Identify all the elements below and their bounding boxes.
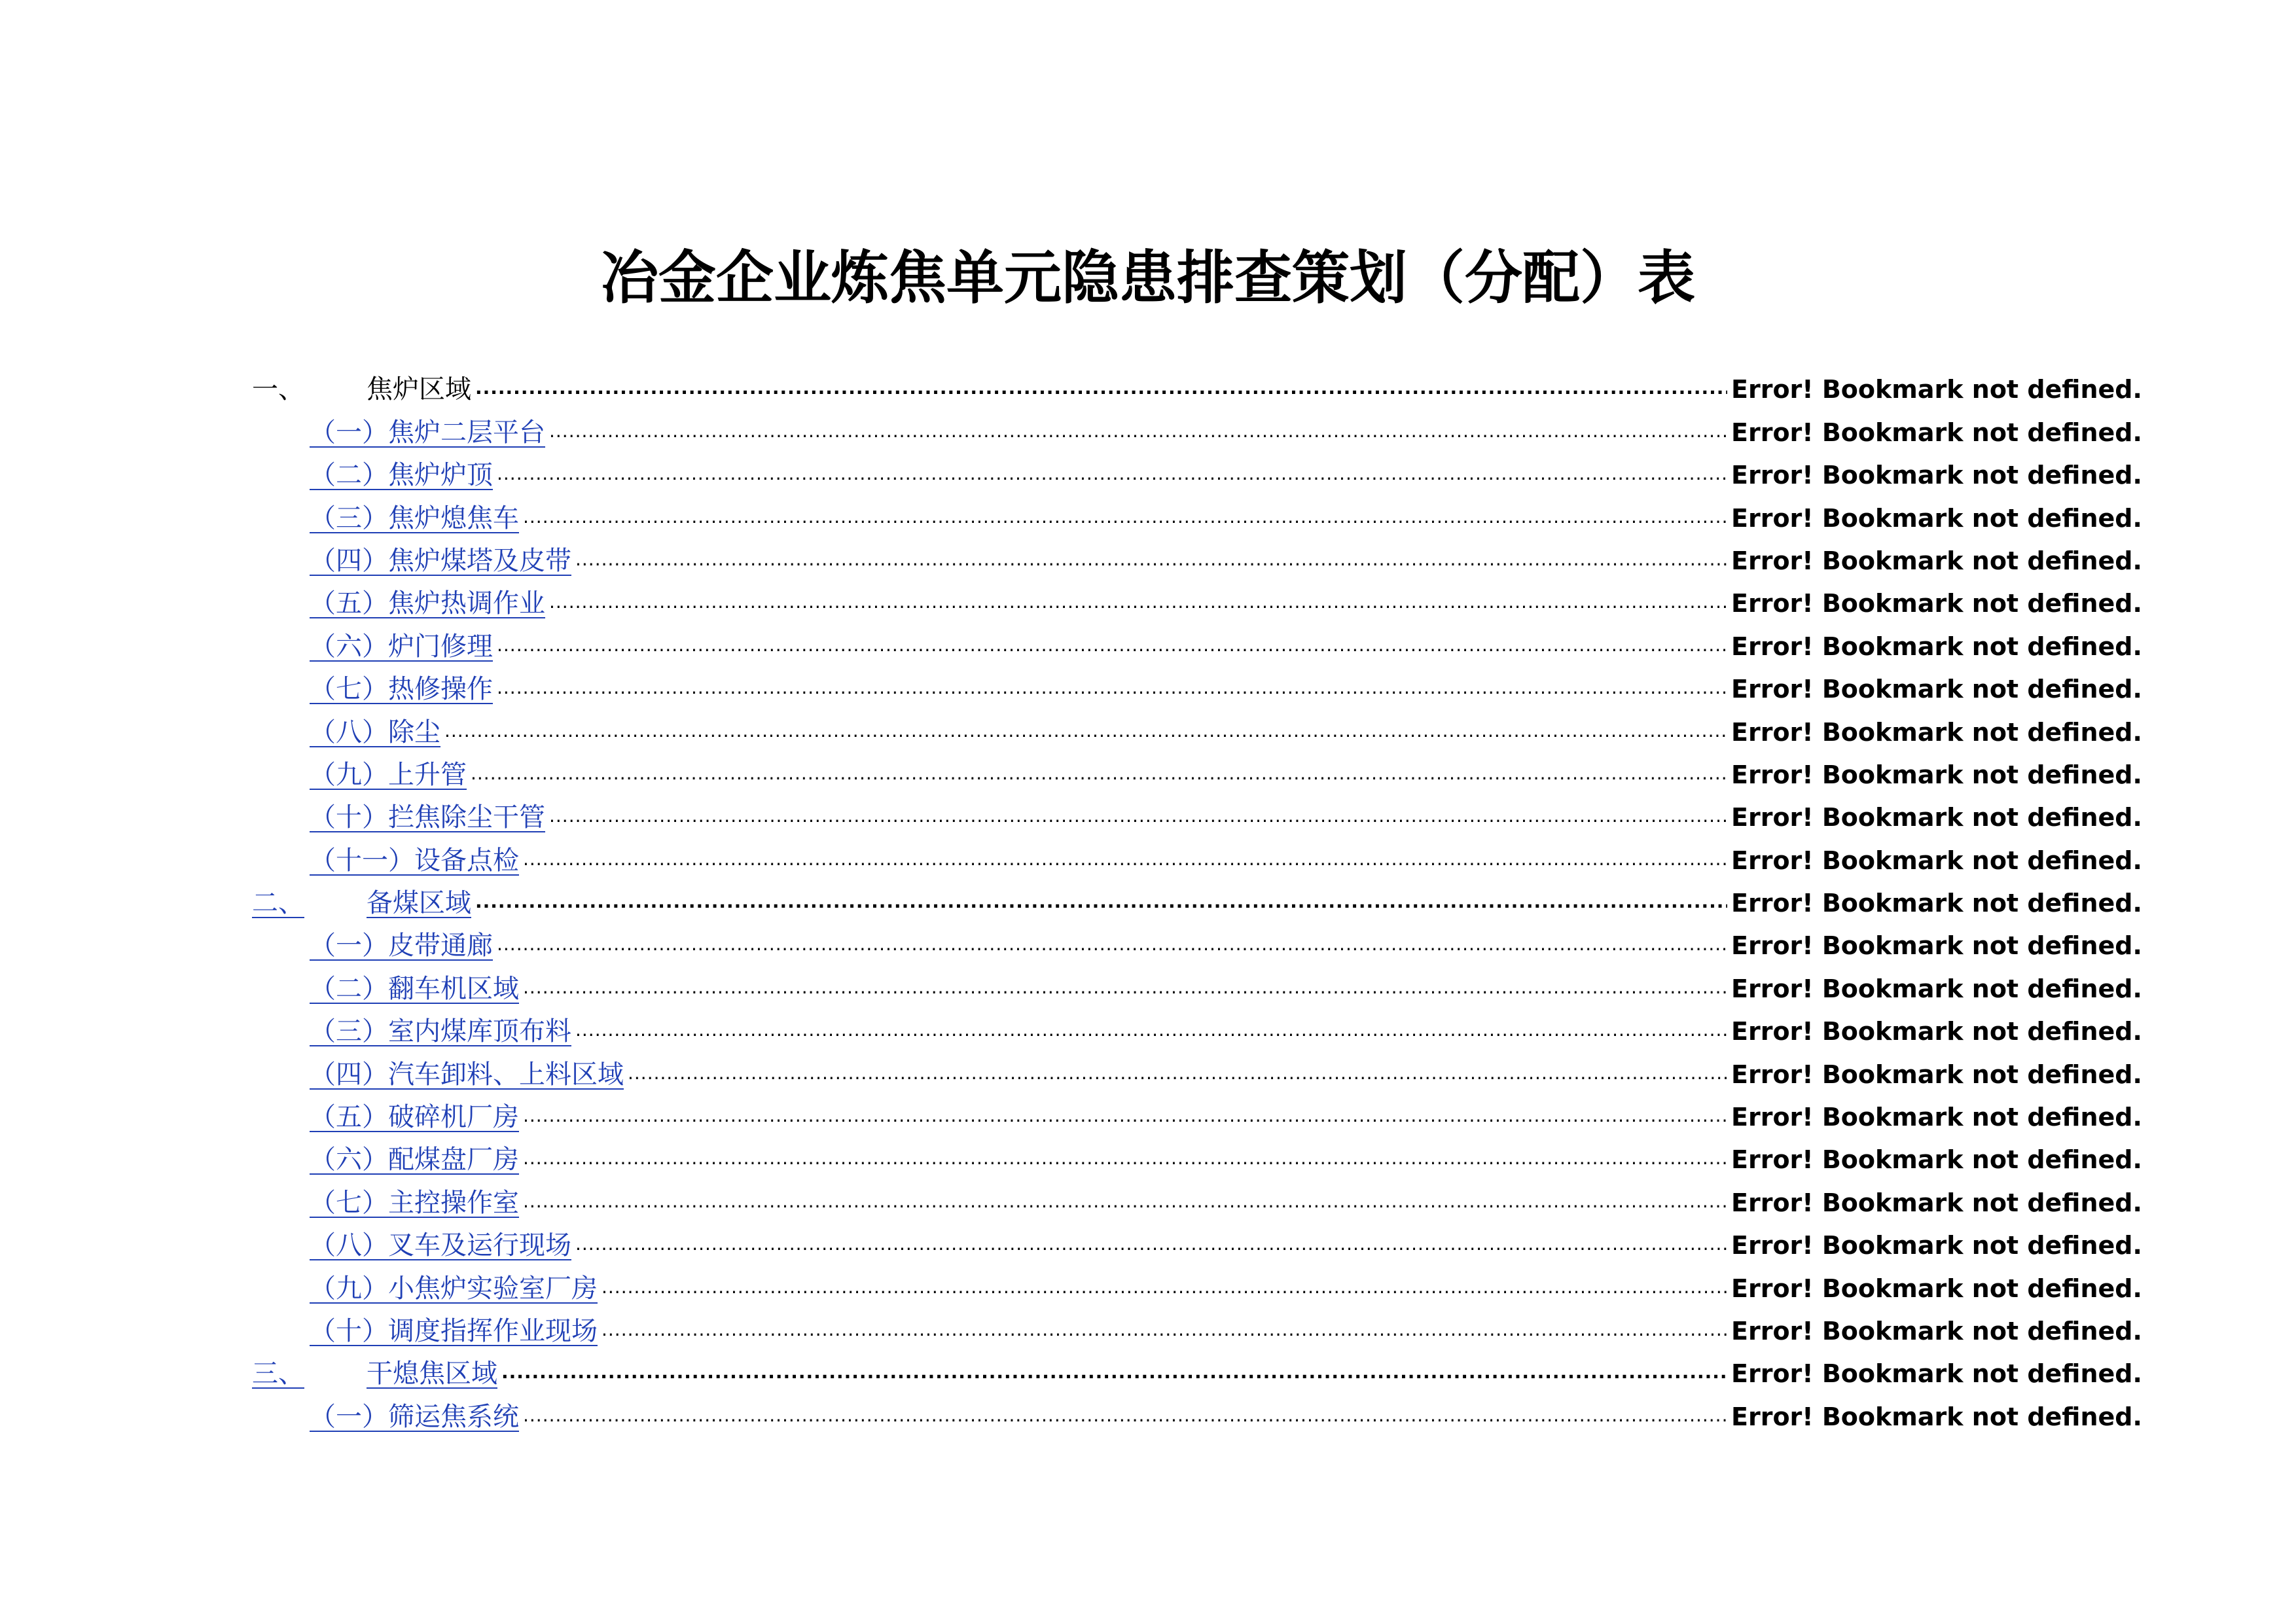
toc-entry-label: （一）皮带通廊 — [310, 931, 493, 961]
toc-subsection-row — [252, 1134, 2142, 1177]
dot-leader — [549, 416, 1727, 450]
toc-subsection-row — [252, 620, 2142, 663]
dot-leader — [601, 1272, 1727, 1306]
dot-leader — [523, 1100, 1727, 1134]
toc-entry-label: （三）室内煤库顶布料 — [310, 1016, 571, 1047]
toc-entry-label: （十一）设备点检 — [310, 845, 519, 876]
toc-page-reference: Error! Bookmark not defined. — [1731, 418, 2142, 447]
toc-subsection-row — [252, 834, 2142, 877]
toc-entry-label: （二）焦炉炉顶 — [310, 460, 493, 491]
dot-leader — [523, 1186, 1727, 1220]
toc-subsection-link[interactable] — [310, 844, 519, 878]
toc-subsection-link[interactable] — [310, 972, 519, 1006]
toc-subsection-row — [252, 492, 2142, 535]
dot-leader — [497, 929, 1727, 963]
toc-subsection-link[interactable] — [310, 1058, 624, 1092]
dot-leader — [575, 1014, 1727, 1048]
toc-entry-label: （六）炉门修理 — [310, 631, 493, 662]
dot-leader — [471, 758, 1727, 792]
toc-page-reference: Error! Bookmark not defined. — [1731, 1103, 2142, 1132]
toc-entry-label: 焦炉区域 — [367, 374, 471, 405]
toc-subsection-row — [252, 1220, 2142, 1262]
toc-page-reference: Error! Bookmark not defined. — [1731, 375, 2142, 404]
toc-subsection-link[interactable] — [310, 1014, 571, 1048]
toc-page-reference: Error! Bookmark not defined. — [1731, 632, 2142, 661]
toc-page-reference: Error! Bookmark not defined. — [1731, 1274, 2142, 1303]
toc-entry-label: （十）拦焦除尘干管 — [310, 802, 545, 833]
toc-entry-label: （四）焦炉煤塔及皮带 — [310, 545, 571, 576]
toc-entry-label: 备煤区域 — [367, 888, 471, 919]
toc-entry-label: （四）汽车卸料、上料区域 — [310, 1059, 624, 1090]
dot-leader — [523, 501, 1727, 535]
dot-leader — [523, 972, 1727, 1006]
toc-page-reference: Error! Bookmark not defined. — [1731, 803, 2142, 832]
toc-subsection-row — [252, 1177, 2142, 1219]
dot-leader — [575, 544, 1727, 578]
toc-page-reference: Error! Bookmark not defined. — [1731, 589, 2142, 618]
toc-page-reference: Error! Bookmark not defined. — [1731, 717, 2142, 747]
dot-leader — [497, 458, 1727, 492]
toc-section-row — [252, 364, 2142, 406]
toc-subsection-row — [252, 535, 2142, 578]
toc-subsection-row — [252, 1306, 2142, 1348]
toc-page-reference: Error! Bookmark not defined. — [1731, 1145, 2142, 1175]
toc-subsection-row — [252, 920, 2142, 963]
toc-page-reference: Error! Bookmark not defined. — [1731, 503, 2142, 533]
toc-subsection-row — [252, 1092, 2142, 1134]
dot-leader — [497, 630, 1727, 664]
toc-subsection-link[interactable] — [310, 1143, 519, 1177]
toc-subsection-row — [252, 450, 2142, 492]
toc-page-reference: Error! Bookmark not defined. — [1731, 1316, 2142, 1346]
toc-page-reference: Error! Bookmark not defined. — [1731, 461, 2142, 490]
toc-subsection-link[interactable] — [310, 672, 493, 706]
toc-subsection-link[interactable] — [310, 1100, 519, 1134]
toc-page-reference: Error! Bookmark not defined. — [1731, 1017, 2142, 1046]
toc-entry-label: （三）焦炉熄焦车 — [310, 503, 519, 533]
toc-subsection-link[interactable] — [310, 1272, 598, 1306]
toc-page-reference: Error! Bookmark not defined. — [1731, 675, 2142, 704]
toc-page-reference: Error! Bookmark not defined. — [1731, 760, 2142, 789]
toc-entry-label: （八）除尘 — [310, 717, 440, 747]
toc-page-reference: Error! Bookmark not defined. — [1731, 1060, 2142, 1089]
toc-entry-label: （六）配煤盘厂房 — [310, 1145, 519, 1175]
dot-leader — [523, 1400, 1727, 1434]
toc-page-reference: Error! Bookmark not defined. — [1731, 1188, 2142, 1217]
dot-leader — [475, 886, 1727, 920]
toc-section-link[interactable] — [252, 372, 471, 406]
toc-subsection-link[interactable] — [310, 929, 493, 963]
toc-subsection-link[interactable] — [310, 586, 545, 620]
toc-entry-label: （十）调度指挥作业现场 — [310, 1315, 598, 1346]
toc-subsection-link[interactable] — [310, 715, 440, 749]
toc-page-reference: Error! Bookmark not defined. — [1731, 1359, 2142, 1389]
toc-subsection-row — [252, 1391, 2142, 1433]
dot-leader — [549, 586, 1727, 620]
toc-section-link[interactable] — [252, 1357, 497, 1391]
dot-leader — [575, 1228, 1727, 1262]
toc-entry-label: （一）筛运焦系统 — [310, 1401, 519, 1432]
dot-leader — [549, 800, 1727, 834]
toc-subsection-link[interactable] — [310, 1400, 519, 1434]
toc-page-reference: Error! Bookmark not defined. — [1731, 974, 2142, 1003]
toc-subsection-row — [252, 749, 2142, 792]
toc-entry-label: （七）主控操作室 — [310, 1187, 519, 1218]
toc-subsection-link[interactable] — [310, 1186, 519, 1220]
toc-page-reference: Error! Bookmark not defined. — [1731, 546, 2142, 575]
toc-subsection-link[interactable] — [310, 501, 519, 535]
toc-subsection-row — [252, 1048, 2142, 1091]
toc-page-reference: Error! Bookmark not defined. — [1731, 931, 2142, 961]
toc-entry-label: （九）上升管 — [310, 759, 467, 790]
toc-entry-label: （九）小焦炉实验室厂房 — [310, 1273, 598, 1304]
toc-subsection-link[interactable] — [310, 458, 493, 492]
toc-subsection-row — [252, 664, 2142, 706]
toc-section-number: 一、 — [252, 374, 304, 405]
toc-entry-label: （二）翻车机区域 — [310, 973, 519, 1004]
dot-leader — [497, 672, 1727, 706]
toc-subsection-link[interactable] — [310, 1314, 598, 1348]
toc-subsection-row — [252, 578, 2142, 620]
toc-section-number: 三、 — [252, 1359, 304, 1389]
toc-entry-label: （一）焦炉二层平台 — [310, 417, 545, 448]
dot-leader — [628, 1058, 1727, 1092]
toc-section-link[interactable] — [252, 886, 471, 920]
toc-page-reference: Error! Bookmark not defined. — [1731, 846, 2142, 875]
toc-subsection-row — [252, 1006, 2142, 1048]
toc-page-reference: Error! Bookmark not defined. — [1731, 889, 2142, 918]
toc-subsection-row — [252, 1262, 2142, 1305]
toc-subsection-link[interactable] — [310, 758, 467, 792]
toc-subsection-link[interactable] — [310, 544, 571, 578]
toc-subsection-row — [252, 706, 2142, 749]
table-of-contents — [252, 364, 2142, 1434]
dot-leader — [601, 1314, 1727, 1348]
toc-entry-label: （五）焦炉热调作业 — [310, 588, 545, 619]
toc-entry-label: （五）破碎机厂房 — [310, 1102, 519, 1133]
toc-page-reference: Error! Bookmark not defined. — [1731, 1231, 2142, 1260]
toc-page-reference: Error! Bookmark not defined. — [1731, 1402, 2142, 1431]
toc-subsection-row — [252, 963, 2142, 1005]
page-title: 冶金企业炼焦单元隐患排查策划（分配）表 — [600, 244, 1695, 312]
toc-entry-label: 干熄焦区域 — [367, 1359, 497, 1389]
toc-section-number: 二、 — [252, 888, 304, 919]
dot-leader — [475, 372, 1727, 406]
dot-leader — [523, 1143, 1727, 1177]
toc-subsection-link[interactable] — [310, 1228, 571, 1262]
toc-section-row — [252, 878, 2142, 920]
toc-entry-label: （七）热修操作 — [310, 674, 493, 705]
toc-section-row — [252, 1348, 2142, 1391]
toc-subsection-row — [252, 406, 2142, 449]
toc-subsection-link[interactable] — [310, 630, 493, 664]
dot-leader — [523, 844, 1727, 878]
dot-leader — [501, 1357, 1727, 1391]
toc-subsection-link[interactable] — [310, 800, 545, 834]
dot-leader — [444, 715, 1727, 749]
toc-subsection-link[interactable] — [310, 416, 545, 450]
toc-subsection-row — [252, 792, 2142, 834]
toc-entry-label: （八）叉车及运行现场 — [310, 1230, 571, 1261]
